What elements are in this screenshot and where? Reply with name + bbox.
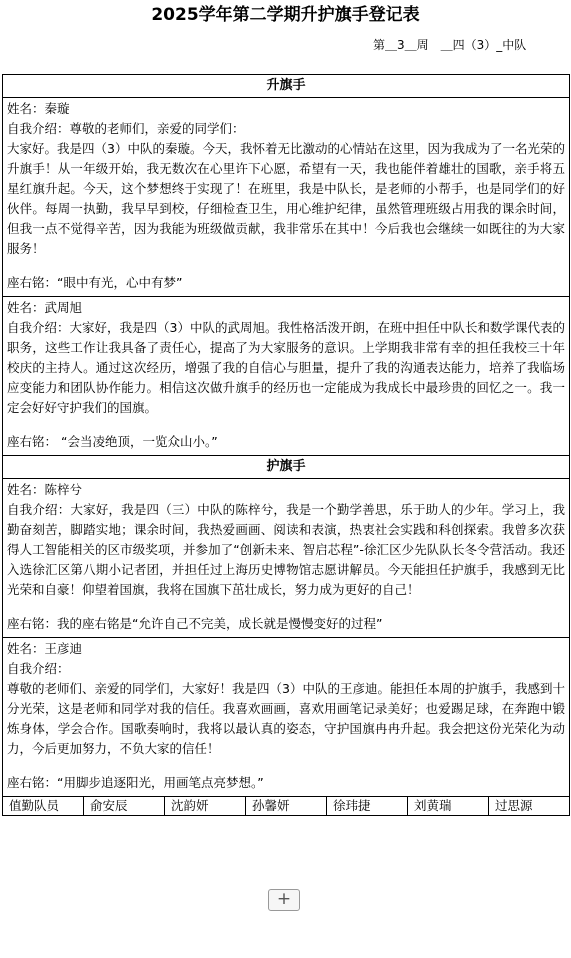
entry-name: 姓名：秦璇 bbox=[7, 101, 70, 116]
entry-intro: 大家好。我是四（3）中队的秦璇。今天，我怀着无比激动的心情站在这里，因为我成为了一名光荣的升旗手！从一年级开始，我无数次在心里许下心愿，希望有一天，我也能伴着雄壮的国歌，亲手将五星红旗升起。今天，这个梦想终于实现了！在班里，我是中队长，是老师的小帮手，也是同学们的好伙伴。每周一执勤，我早早到校，仔细检查卫生，用心维护纪律，虽然管理班级占用我的课余时间，但我一点不觉得辛苦，因为我能为班级做贡献，我非常乐在其中！今后我也会继续一如既往的为大家服务！ bbox=[7, 141, 565, 256]
section-header-raise: 升旗手 bbox=[3, 75, 569, 98]
entry-intro: 尊敬的老师们、亲爱的同学们，大家好！我是四（3）中队的王彦迪。能担任本周的护旗手，我感到十分光荣，这是老师和同学对我的信任。我喜欢画画，喜欢用画笔记录美好；也爱踢足球，在奔跑中锻炼身体，学会合作。国歌奏响时，我将以最认真的姿态，守护国旗冉冉升起。我会把这份光荣化为动力，今后更加努力，不负大家的信任！ bbox=[7, 681, 565, 756]
duty-members-row bbox=[3, 797, 569, 815]
entry-row-1[interactable] bbox=[3, 98, 569, 297]
entry-intro: 自我介绍：大家好，我是四（三）中队的陈梓兮，我是一个勤学善思，乐于助人的少年。学习上，我勤奋刻苦，脚踏实地；课余时间，我热爱画画、阅读和表演，热衷社会实践和科创探索。我曾多次获得人工智能相关的区市级奖项，并参加了“创新未来、智启芯程”-徐汇区少先队队长冬令营活动。我还入选徐汇区第八期小记者团，并担任过上海历史博物馆志愿讲解员。今天能担任护旗手，我感到无比光荣和自豪！仰望着国旗，我将在国旗下茁壮成长，努力成为更好的自己！ bbox=[7, 502, 565, 597]
entry-intro-label: 自我介绍：尊敬的老师们，亲爱的同学们： bbox=[7, 121, 245, 136]
week-class-line: 第＿3＿周 ＿四（3）_中队 bbox=[373, 38, 527, 52]
duty-member[interactable]: 过思源 bbox=[495, 798, 533, 813]
entry-name: 姓名：王彦迪 bbox=[7, 641, 83, 656]
duty-member[interactable]: 刘黄瑞 bbox=[408, 797, 489, 815]
entry-name: 姓名：陈梓兮 bbox=[7, 482, 83, 497]
entry-row-3[interactable] bbox=[3, 479, 569, 638]
entry-motto: 座右铭：“眼中有光，心中有梦” bbox=[7, 275, 183, 290]
entry-name: 姓名：武周旭 bbox=[7, 300, 83, 315]
add-row-button[interactable]: + bbox=[268, 889, 300, 911]
entry-intro-label: 自我介绍： bbox=[7, 661, 70, 676]
entry-row-4[interactable] bbox=[3, 638, 569, 797]
entry-motto: 座右铭： “会当凌绝顶，一览众山小。” bbox=[7, 434, 218, 449]
entry-row-2[interactable] bbox=[3, 297, 569, 456]
duty-member[interactable]: 孙馨妍 bbox=[246, 797, 327, 815]
entry-intro: 自我介绍：大家好，我是四（3）中队的武周旭。我性格活泼开朗，在班中担任中队长和数学课代表的职务，这些工作让我具备了责任心，提高了为大家服务的意识。上学期我非常有幸的担任我校三十年校庆的主持人。通过这次经历，增强了我的自信心与胆量，提升了我的沟通表达能力，培养了我临场应变能力和团队协作能力。相信这次做升旗手的经历也一定能成为我成长中最珍贵的回忆之一。我一定会好好守护我们的国旗。 bbox=[7, 320, 565, 415]
registration-table bbox=[2, 74, 570, 816]
entry-motto: 座右铭：“用脚步追逐阳光，用画笔点亮梦想。” bbox=[7, 775, 264, 790]
entry-motto: 座右铭：我的座右铭是“允许自己不完美，成长就是慢慢变好的过程” bbox=[7, 616, 383, 631]
duty-member[interactable]: 俞安辰 bbox=[84, 797, 165, 815]
duty-member[interactable]: 徐玮捷 bbox=[327, 797, 408, 815]
page-title: 2025学年第二学期升护旗手登记表 bbox=[151, 5, 420, 25]
section-header-guard: 护旗手 bbox=[3, 456, 569, 479]
duty-member[interactable]: 沈韵妍 bbox=[165, 797, 246, 815]
duty-label: 值勤队员 bbox=[3, 797, 84, 815]
